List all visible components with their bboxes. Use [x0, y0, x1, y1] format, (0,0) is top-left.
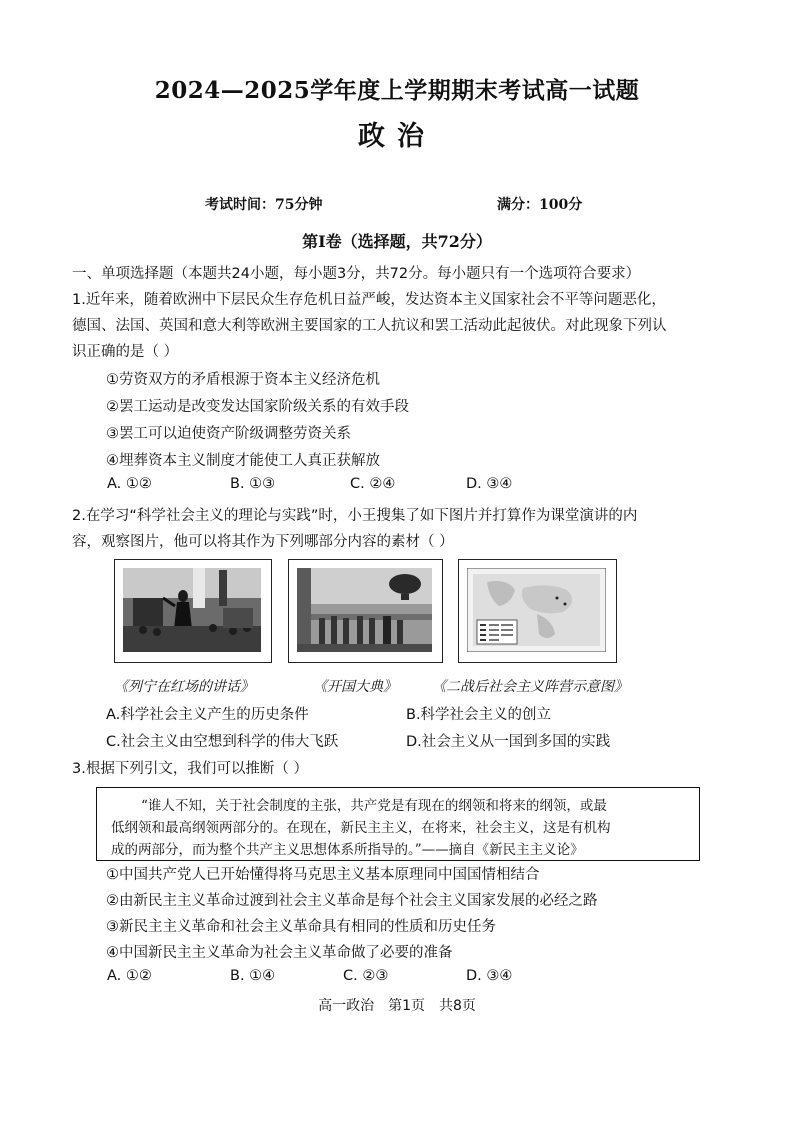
q3-option-d: D. ③④: [466, 968, 513, 984]
q1-option-a: A. ①②: [107, 476, 152, 492]
socialist-camp-map-image: [467, 568, 606, 652]
photo-founding-ceremony: [288, 559, 443, 663]
photo-lenin-speech: [114, 559, 272, 663]
full-score: 满分：100分: [497, 197, 583, 213]
quote-line-3: 成的两部分，而为整个共产主义思想体系所指导的。”——摘自《新民主主义论》: [111, 842, 584, 858]
q2-option-a: A.科学社会主义产生的历史条件: [106, 707, 309, 723]
q1-option-d: D. ③④: [466, 476, 513, 492]
q3-option-a: A. ①②: [107, 968, 152, 984]
quote-box: [96, 787, 700, 861]
subject-title: 政治: [358, 121, 436, 152]
q3-option-c: C. ②③: [343, 968, 389, 984]
q1-option-c: C. ②④: [350, 476, 396, 492]
q2-stem-line-1: 2.在学习“科学社会主义的理论与实践”时，小王搜集了如下图片并打算作为课堂演讲的内: [72, 508, 638, 524]
part-instruction: 一、单项选择题（本题共24小题，每小题3分，共72分。每小题只有一个选项符合要求）: [72, 266, 641, 282]
q1-stem-line-3: 识正确的是（ ）: [72, 344, 179, 360]
q3-option-b: B. ①④: [230, 968, 276, 984]
q2-option-d: D.社会主义从一国到多国的实践: [406, 734, 611, 750]
q3-statement-4: ④中国新民主主义革命为社会主义革命做了必要的准备: [106, 945, 453, 961]
quote-line-2: 低纲领和最高纲领两部分的。在现在，新民主主义，在将来，社会主义，这是有机构: [111, 820, 611, 836]
caption-lenin-speech: 《列宁在红场的讲话》: [114, 679, 254, 695]
q3-statement-3: ③新民主主义革命和社会主义革命具有相同的性质和历史任务: [106, 919, 496, 935]
page-footer: 高一政治 第1页 共8页: [318, 998, 476, 1014]
q3-statement-2: ②由新民主主义革命过渡到社会主义革命是每个社会主义国家发展的必经之路: [106, 893, 598, 909]
q2-stem-line-2: 容，观察图片，他可以将其作为下列哪部分内容的素材（ ）: [72, 534, 454, 550]
quote-line-1: “谁人不知，关于社会制度的主张，共产党是有现在的纲领和将来的纲领，或最: [141, 798, 607, 814]
caption-socialist-camp: 《二战后社会主义阵营示意图》: [432, 679, 628, 695]
photo-socialist-camp-map: [458, 559, 617, 663]
q1-statement-4: ④埋葬资本主义制度才能使工人真正获解放: [106, 453, 380, 469]
q1-stem-line-2: 德国、法国、英国和意大利等欧洲主要国家的工人抗议和罢工活动此起彼伏。对此现象下列认: [72, 318, 667, 334]
q1-option-b: B. ①③: [230, 476, 276, 492]
lenin-speech-image: [123, 568, 261, 652]
q1-statement-3: ③罢工可以迫使资产阶级调整劳资关系: [106, 426, 351, 442]
q2-option-c: C.社会主义由空想到科学的伟大飞跃: [106, 734, 339, 750]
exam-time: 考试时间：75分钟: [205, 197, 323, 213]
founding-ceremony-image: [297, 568, 432, 652]
q1-statement-1: ①劳资双方的矛盾根源于资本主义经济危机: [106, 372, 380, 388]
q3-statement-1: ①中国共产党人已开始懂得将马克思主义基本原理同中国国情相结合: [106, 867, 540, 883]
section-title: 第Ⅰ卷（选择题，共72分）: [302, 232, 492, 251]
caption-founding-ceremony: 《开国大典》: [313, 679, 397, 695]
exam-title: 2024—2025学年度上学期期末考试高一试题: [154, 77, 640, 104]
q1-stem-line-1: 1.近年来，随着欧洲中下层民众生存危机日益严峻，发达资本主义国家社会不平等问题恶化，: [72, 292, 666, 308]
q3-stem: 3.根据下列引文，我们可以推断（ ）: [72, 761, 308, 777]
q1-statement-2: ②罢工运动是改变发达国家阶级关系的有效手段: [106, 399, 409, 415]
q2-option-b: B.科学社会主义的创立: [406, 707, 552, 723]
